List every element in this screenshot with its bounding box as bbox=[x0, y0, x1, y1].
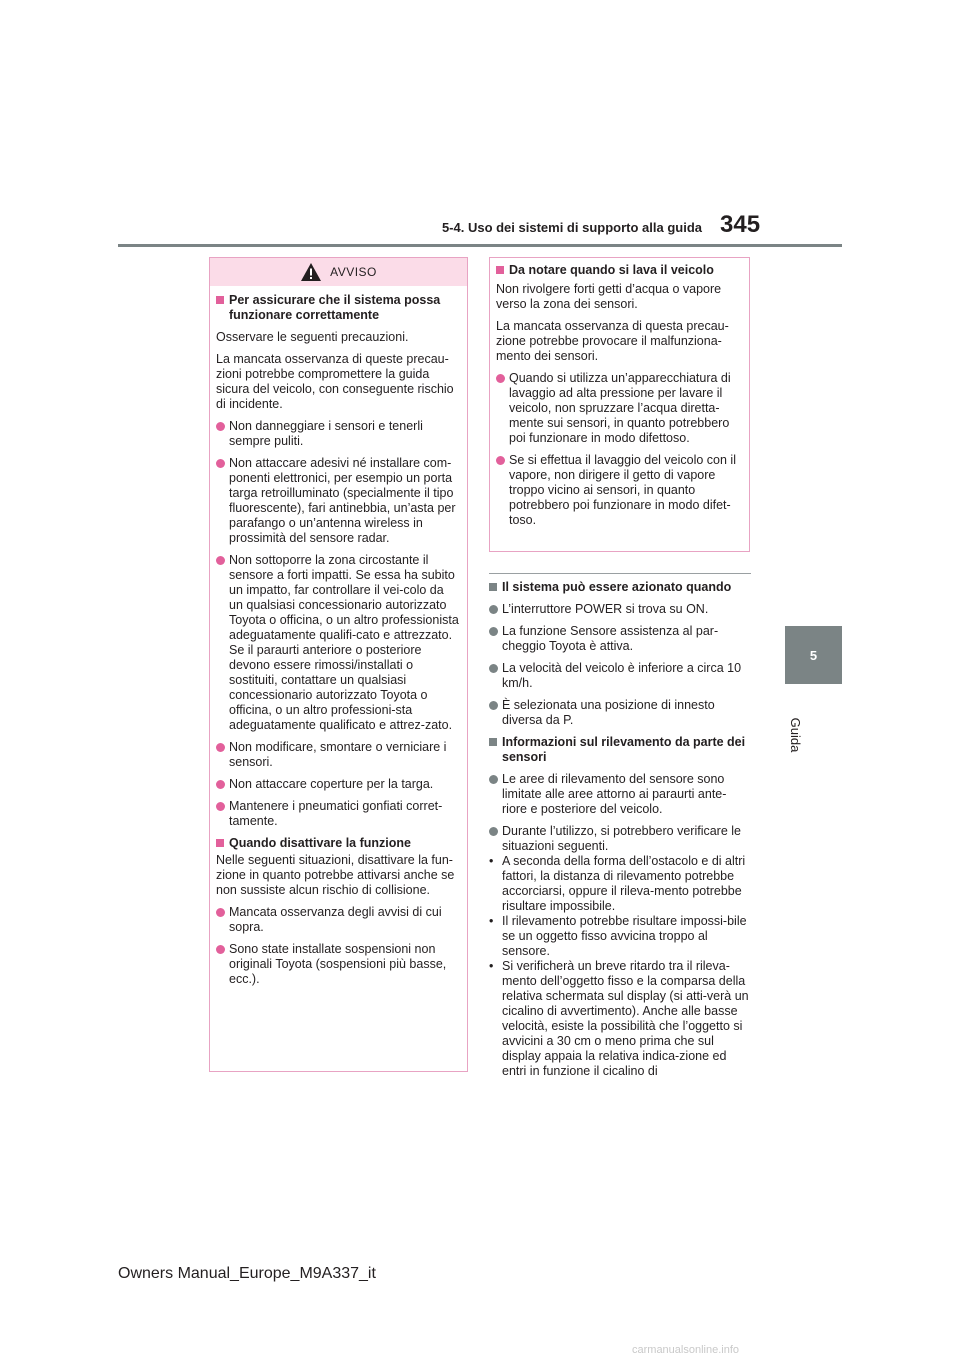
manual-id: Owners Manual_Europe_M9A337_it bbox=[118, 1265, 376, 1282]
section-title-text: Per assicurare che il sistema possa funzionare correttamente bbox=[229, 293, 441, 322]
paragraph: Nelle seguenti situazioni, disattivare la fun-zione in quanto potrebbe attivarsi anche se non sussiste alcun rischio di collisione. bbox=[216, 853, 455, 897]
bullet-text: Se si effettua il lavaggio del veicolo con il vapore, non dirigere il getto di vapore troppo vicino ai sensori, in quanto potrebbero poi funzionare in modo difet-toso. bbox=[509, 453, 736, 527]
paragraph: Non rivolgere forti getti d’acqua o vapore verso la zona dei sensori. bbox=[496, 282, 722, 311]
bullet-item bbox=[489, 624, 751, 654]
bullet-text: Non modificare, smontare o verniciare i sensori. bbox=[229, 740, 447, 769]
circle-bullet-icon bbox=[489, 775, 498, 784]
square-bullet-icon bbox=[489, 738, 497, 746]
square-bullet-icon bbox=[216, 839, 224, 847]
paragraph: La mancata osservanza di queste precau-zioni potrebbe compromettere la guida sicura del veicolo, con conseguente rischio di incidente. bbox=[216, 352, 454, 411]
circle-bullet-icon bbox=[489, 664, 498, 673]
bullet-text: Sono state installate sospensioni non originali Toyota (sospensioni più basse, ecc.). bbox=[229, 942, 447, 986]
chapter-label: Guida bbox=[788, 717, 803, 753]
circle-bullet-icon bbox=[216, 780, 225, 789]
circle-bullet-icon bbox=[216, 945, 225, 954]
warning-header bbox=[210, 258, 467, 286]
bullet-item bbox=[489, 772, 751, 817]
bullet-item bbox=[489, 698, 751, 728]
circle-bullet-icon bbox=[216, 802, 225, 811]
sub-bullet-mark: • bbox=[489, 854, 494, 868]
bullet-item bbox=[496, 371, 743, 446]
bullet-text: L’interruttore POWER si trova su ON. bbox=[502, 602, 709, 616]
bullet-item bbox=[496, 453, 743, 528]
bullet-text: Mantenere i pneumatici gonfiati corret-tamente. bbox=[229, 799, 443, 828]
bullet-text: Quando si utilizza un’apparecchiatura di lavaggio ad alta pressione per lavare il veicolo, non spruzzare l’acqua diretta-mente sui sensori, in quanto potrebbero poi funzionare in modo difettoso. bbox=[509, 371, 731, 445]
header-rule bbox=[118, 244, 842, 247]
section-title-text: Quando disattivare la funzione bbox=[229, 836, 411, 850]
sub-item-text: Il rilevamento potrebbe risultare impossi-bile se un oggetto fisso avvicina troppo al sensore. bbox=[502, 914, 747, 958]
section-heading bbox=[216, 293, 461, 323]
circle-bullet-icon bbox=[496, 456, 505, 465]
sub-item bbox=[489, 914, 751, 959]
square-bullet-icon bbox=[216, 296, 224, 304]
section-title-text: Da notare quando si lava il veicolo bbox=[509, 263, 714, 277]
warning-body bbox=[210, 286, 467, 1002]
circle-bullet-icon bbox=[216, 908, 225, 917]
warning-heading: AVVISO bbox=[330, 265, 377, 279]
circle-bullet-icon bbox=[216, 556, 225, 565]
section-title-text: Informazioni sul rilevamento da parte dei sensori bbox=[502, 735, 746, 764]
paragraph: La mancata osservanza di questa precau-zione potrebbe provocare il malfunziona-mento dei sensori. bbox=[496, 319, 729, 363]
bullet-text: Mancata osservanza degli avvisi di cui sopra. bbox=[229, 905, 442, 934]
bullet-item bbox=[216, 456, 461, 546]
circle-bullet-icon bbox=[489, 627, 498, 636]
circle-bullet-icon bbox=[489, 827, 498, 836]
note-box bbox=[489, 257, 750, 552]
warning-box bbox=[209, 257, 468, 1072]
bullet-item bbox=[216, 905, 461, 935]
bullet-item bbox=[216, 799, 461, 829]
section-heading bbox=[489, 580, 751, 595]
column-rule bbox=[489, 573, 751, 574]
sub-list bbox=[489, 854, 751, 1079]
sub-bullet-mark: • bbox=[489, 959, 494, 973]
circle-bullet-icon bbox=[489, 701, 498, 710]
circle-bullet-icon bbox=[216, 743, 225, 752]
bullet-text: Durante l’utilizzo, si potrebbero verificare le situazioni seguenti. bbox=[502, 824, 741, 853]
sub-bullet-mark: • bbox=[489, 914, 494, 928]
bullet-text: Non attaccare adesivi né installare com-ponenti elettronici, per esempio un porta targa retroilluminato (specialmente il tipo fluorescente), fari antinebbia, un’asta per parafango o un’antenna wireless in prossimità del sensore radar. bbox=[229, 456, 456, 545]
watermark: carmanualsonline.info bbox=[632, 1344, 740, 1356]
section-heading bbox=[489, 735, 751, 765]
bullet-item bbox=[216, 419, 461, 449]
bullet-item bbox=[216, 553, 461, 733]
main-column bbox=[489, 573, 751, 1079]
section-heading bbox=[216, 836, 461, 851]
section-title: 5-4. Uso dei sistemi di supporto alla guida bbox=[441, 220, 702, 235]
note-body bbox=[490, 258, 749, 543]
square-bullet-icon bbox=[496, 266, 504, 274]
circle-bullet-icon bbox=[496, 374, 505, 383]
sub-item-text: A seconda della forma dell’ostacolo e di altri fattori, la distanza di rilevamento potrebbe accorciarsi, oppure il rileva-mento potrebbe risultare impossibile. bbox=[502, 854, 746, 913]
circle-bullet-icon bbox=[489, 605, 498, 614]
bullet-text: Non sottoporre la zona circostante il sensore a forti impatti. Se essa ha subito un impatto, far controllare il vei-colo da un qualsiasi concessionario autorizzato Toyota o officina, o un altro professionista adeguatamente qualifi-cato e attrezzato. Se il paraurti anteriore o posteriore devono essere rimossi/installati o sostituiti, contattare un qualsiasi concessionario autorizzato Toyota o officina, o un altro professioni-sta adeguatamente qualificato e attrez-zato. bbox=[229, 553, 459, 732]
bullet-item bbox=[489, 602, 751, 617]
circle-bullet-icon bbox=[216, 422, 225, 431]
bullet-text: Non danneggiare i sensori e tenerli sempre puliti. bbox=[229, 419, 423, 448]
chapter-number: 5 bbox=[809, 647, 818, 663]
bullet-text: La funzione Sensore assistenza al par-cheggio Toyota è attiva. bbox=[502, 624, 719, 653]
warning-triangle-icon bbox=[300, 262, 322, 282]
bullet-item bbox=[489, 824, 751, 854]
sub-item bbox=[489, 959, 751, 1079]
page-number: 345 bbox=[720, 211, 761, 238]
section-heading bbox=[496, 263, 743, 278]
square-bullet-icon bbox=[489, 583, 497, 591]
bullet-item bbox=[216, 942, 461, 987]
bullet-item bbox=[489, 661, 751, 691]
bullet-text: È selezionata una posizione di innesto diversa da P. bbox=[502, 698, 715, 727]
circle-bullet-icon bbox=[216, 459, 225, 468]
bullet-text: La velocità del veicolo è inferiore a circa 10 km/h. bbox=[502, 661, 742, 690]
sub-item-text: Si verificherà un breve ritardo tra il rileva-mento dell’oggetto fisso e la comparsa della relativa schermata sul display (si atti-verà un cicalino di avvertimento). Anche alle basse velocità, esiste la possibilità che l’oggetto si avvicini a 30 cm o meno prima che sul display appaia la relativa indica-zione ed entri in funzione il cicalino di bbox=[502, 959, 749, 1078]
sub-item bbox=[489, 854, 751, 914]
chapter-tab bbox=[785, 626, 842, 684]
bullet-text: Le aree di rilevamento del sensore sono limitate alle aree attorno ai paraurti ante-riore e posteriore del veicolo. bbox=[502, 772, 727, 816]
bullet-item bbox=[216, 740, 461, 770]
bullet-item bbox=[216, 777, 461, 792]
bullet-text: Non attaccare coperture per la targa. bbox=[229, 777, 434, 791]
paragraph: Osservare le seguenti precauzioni. bbox=[216, 330, 409, 344]
section-title-text: Il sistema può essere azionato quando bbox=[502, 580, 732, 594]
